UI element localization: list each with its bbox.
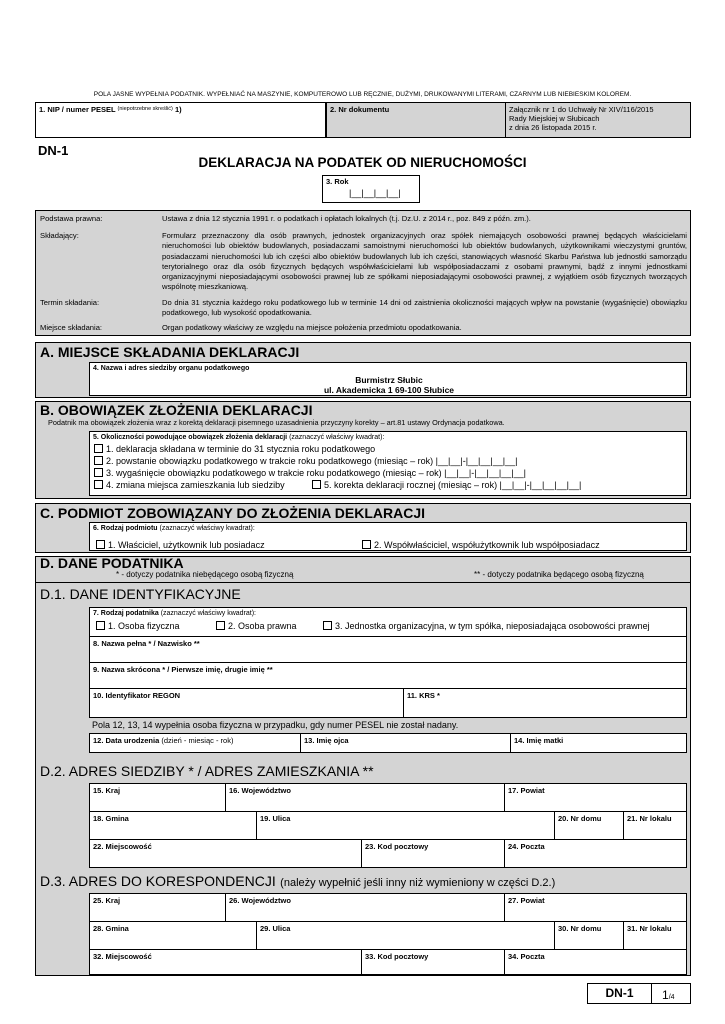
corr-postal-code-field[interactable]: 33. Kod pocztowy xyxy=(361,949,505,975)
divider xyxy=(36,582,690,583)
full-name-field[interactable]: 8. Nazwa pełna * / Nazwisko ** xyxy=(89,636,687,663)
corr-city-field[interactable]: 32. Miejscowość xyxy=(89,949,362,975)
doc-number-label: 2. Nr dokumentu xyxy=(330,105,390,114)
field6-box xyxy=(89,522,687,551)
d1-title: D.1. DANE IDENTYFIKACYJNE xyxy=(40,586,241,602)
d2-title: D.2. ADRES SIEDZIBY * / ADRES ZAMIESZKANIA ** xyxy=(40,763,374,779)
field6-label: 6. Rodzaj podmiotu xyxy=(93,525,158,532)
city-field[interactable]: 22. Miejscowość xyxy=(89,839,362,868)
option-b2[interactable]: 2. powstanie obowiązku podatkowego w trakcie roku podatkowego (miesiąc – rok) |__|__|-|__|__|__|__| xyxy=(94,456,517,466)
father-name-field[interactable]: 13. Imię ojca xyxy=(300,733,511,753)
header-block xyxy=(35,102,691,138)
fill-instruction: POLA JASNE WYPEŁNIA PODATNIK. WYPEŁNIAĆ NA MASZYNIE, KOMPUTEROWO LUB RĘCZNIE, DUŻYMI, DRUKOWANYMI LITERAMI, CZARNYM LUB NIEBIESKIM KOLOREM. xyxy=(93,91,632,98)
deadline-label: Termin składania: xyxy=(40,298,100,307)
corr-flat-number-field[interactable]: 31. Nr lokalu xyxy=(623,921,687,950)
house-number-field[interactable]: 20. Nr domu xyxy=(554,811,624,840)
nip-note: (niepotrzebne skreślić) xyxy=(117,106,173,112)
checkbox-icon[interactable] xyxy=(323,621,332,630)
section-b-note: Podatnik ma obowiązek złożenia wraz z korektą deklaracji pisemnego uzasadnienia przyczyny korekty – art.81 ustawy Ordynacja podatkowa. xyxy=(48,418,505,427)
nip-field[interactable] xyxy=(35,102,326,138)
footer-page-number: 1/4 xyxy=(651,983,691,1004)
field5-label: 5. Okoliczności powodujące obowiązek złożenia deklaracji xyxy=(93,434,288,441)
section-d-title: D. DANE PODATNIKA xyxy=(40,555,184,571)
legal-basis-text: Ustawa z dnia 12 stycznia 1991 r. o podatkach i opłatach lokalnych (t.j. Dz.U. z 2014 r., poz. 849 z późn. zm.). xyxy=(162,214,531,223)
corr-country-field[interactable]: 25. Kraj xyxy=(89,893,226,922)
doc-number-field xyxy=(326,102,506,138)
checkbox-icon[interactable] xyxy=(94,444,103,453)
option-b5[interactable]: 5. korekta deklaracji rocznej (miesiąc – rok) |__|__|-|__|__|__|__| xyxy=(312,480,581,490)
mother-name-field[interactable]: 14. Imię matki xyxy=(510,733,687,753)
checkbox-icon[interactable] xyxy=(96,540,105,549)
legal-basis-label: Podstawa prawna: xyxy=(40,214,103,223)
corr-post-office-field[interactable]: 34. Poczta xyxy=(504,949,687,975)
section-c-title: C. PODMIOT ZOBOWIĄZANY DO ZŁOŻENIA DEKLARACJI xyxy=(40,505,425,521)
birth-date-field[interactable]: 12. Data urodzenia (dzień - miesiąc - rok) xyxy=(89,733,301,753)
d3-title: D.3. ADRES DO KORESPONDENCJI (należy wypełnić jeśli inny niż wymieniony w części D.2.) xyxy=(40,873,556,889)
checkbox-icon[interactable] xyxy=(94,480,103,489)
checkbox-icon[interactable] xyxy=(216,621,225,630)
commune-field[interactable]: 18. Gmina xyxy=(89,811,257,840)
nip-suffix: 1) xyxy=(174,105,182,114)
voivodeship-field[interactable]: 16. Województwo xyxy=(225,783,505,812)
checkbox-icon[interactable] xyxy=(94,468,103,477)
corr-house-number-field[interactable]: 30. Nr domu xyxy=(554,921,624,950)
section-c xyxy=(35,503,691,553)
filer-label: Składający: xyxy=(40,231,79,240)
filer-text: Formularz przeznaczony dla osób prawnych, jednostek organizacyjnych oraz spółek niemających osobowości prawnej będących właścicielami nieruchomości lub obiektów budowlanych, posiadaczami samoistnymi nieruchomości lub obiektów budowlanych, użytkownikami wieczystymi gruntów, posiadaczami nieruchomości lub ich części albo obiektów budowlanych lub ich części, stanowiących własność Skarbu Państwa lub jednostki samorządu terytorialnego oraz dla osób fizycznych będących współwłaścicielami lub współposiadaczami z osobami prawnymi, bądź z innymi jednostkami organizacyjnymi nieposiadającymi osobowości prawnej lub ze spółkami nieposiadającymi osobowości prawnej, z wyjątkiem osób fizycznych tworzących wspólnotę mieszkaniową. xyxy=(162,231,687,292)
section-d-note1: * - dotyczy podatnika niebędącego osobą fizyczną xyxy=(116,570,294,579)
checkbox-icon[interactable] xyxy=(312,480,321,489)
section-b xyxy=(35,401,691,499)
checkbox-icon[interactable] xyxy=(94,456,103,465)
footer-form-code: DN-1 xyxy=(587,983,652,1004)
field5-hint: (zaznaczyć właściwy kwadrat): xyxy=(289,434,385,441)
option-d7-2[interactable]: 2. Osoba prawna xyxy=(216,621,297,631)
field4-label: 4. Nazwa i adres siedziby organu podatkowego xyxy=(93,365,250,372)
section-a xyxy=(35,342,691,398)
regon-field[interactable]: 10. Identyfikator REGON xyxy=(89,688,404,718)
field7-box xyxy=(89,607,687,637)
year-mask: |__|__|__|__| xyxy=(349,188,401,198)
country-field[interactable]: 15. Kraj xyxy=(89,783,226,812)
section-b-title: B. OBOWIĄZEK ZŁOŻENIA DEKLARACJI xyxy=(40,402,313,418)
flat-number-field[interactable]: 21. Nr lokalu xyxy=(623,811,687,840)
corr-voivodeship-field[interactable]: 26. Województwo xyxy=(225,893,505,922)
info-block xyxy=(35,210,691,336)
place-label: Miejsce składania: xyxy=(40,323,103,332)
tax-office-field xyxy=(89,362,687,396)
year-field[interactable] xyxy=(322,175,420,203)
option-b3[interactable]: 3. wygaśnięcie obowiązku podatkowego w trakcie roku podatkowego (miesiąc – rok) |__|__|-|__|__|__|__| xyxy=(94,468,526,478)
corr-commune-field[interactable]: 28. Gmina xyxy=(89,921,257,950)
deadline-text: Do dnia 31 stycznia każdego roku podatkowego lub w terminie 14 dni od zaistnienia okoliczności mających wpływ na powstanie (wygaśnięcie) obowiązku podatkowego, lub wysokość opodatkowania. xyxy=(162,298,687,318)
krs-field[interactable]: 11. KRS * xyxy=(403,688,687,718)
section-d xyxy=(35,556,691,976)
post-office-field[interactable]: 24. Poczta xyxy=(504,839,687,868)
office-address: ul. Akademicka 1 69-100 Słubice xyxy=(323,385,455,395)
attachment-note: Załącznik nr 1 do Uchwały Nr XIV/116/2015 Rady Miejskiej w Słubicach z dnia 26 listopada 2015 r. xyxy=(509,105,654,132)
pesel-note: Pola 12, 13, 14 wypełnia osoba fizyczna w przypadku, gdy numer PESEL nie został nadany. xyxy=(92,720,459,730)
corr-street-field[interactable]: 29. Ulica xyxy=(256,921,555,950)
corr-county-field[interactable]: 27. Powiat xyxy=(504,893,687,922)
street-field[interactable]: 19. Ulica xyxy=(256,811,555,840)
option-b4[interactable]: 4. zmiana miejsca zamieszkania lub siedziby xyxy=(94,480,285,490)
office-name: Burmistrz Słubic xyxy=(355,375,423,385)
option-d7-3[interactable]: 3. Jednostka organizacyjna, w tym spółka, nieposiadająca osobowości prawnej xyxy=(323,621,650,631)
option-c2[interactable]: 2. Współwłaściciel, współużytkownik lub współposiadacz xyxy=(362,540,600,550)
county-field[interactable]: 17. Powiat xyxy=(504,783,687,812)
checkbox-icon[interactable] xyxy=(362,540,371,549)
place-text: Organ podatkowy właściwy ze względu na miejsce położenia przedmiotu opodatkowania. xyxy=(162,323,462,332)
option-b1[interactable]: 1. deklaracja składana w terminie do 31 stycznia roku podatkowego xyxy=(94,444,375,454)
section-d-note2: ** - dotyczy podatnika będącego osobą fizyczną xyxy=(474,570,644,579)
section-a-title: A. MIEJSCE SKŁADANIA DEKLARACJI xyxy=(40,344,300,360)
postal-code-field[interactable]: 23. Kod pocztowy xyxy=(361,839,505,868)
form-code: DN-1 xyxy=(38,143,69,158)
year-label: 3. Rok xyxy=(326,177,349,186)
option-d7-1[interactable]: 1. Osoba fizyczna xyxy=(96,621,180,631)
short-name-field[interactable]: 9. Nazwa skrócona * / Pierwsze imię, drugie imię ** xyxy=(89,662,687,689)
nip-label: 1. NIP / numer PESEL xyxy=(39,105,116,114)
checkbox-icon[interactable] xyxy=(96,621,105,630)
field7-label: 7. Rodzaj podatnika xyxy=(93,610,159,617)
field7-hint: (zaznaczyć właściwy kwadrat): xyxy=(160,610,256,617)
field5-box xyxy=(89,431,687,496)
page-title: DEKLARACJA NA PODATEK OD NIERUCHOMOŚCI xyxy=(198,155,527,170)
option-c1[interactable]: 1. Właściciel, użytkownik lub posiadacz xyxy=(96,540,265,550)
field6-hint: (zaznaczyć właściwy kwadrat): xyxy=(159,525,255,532)
